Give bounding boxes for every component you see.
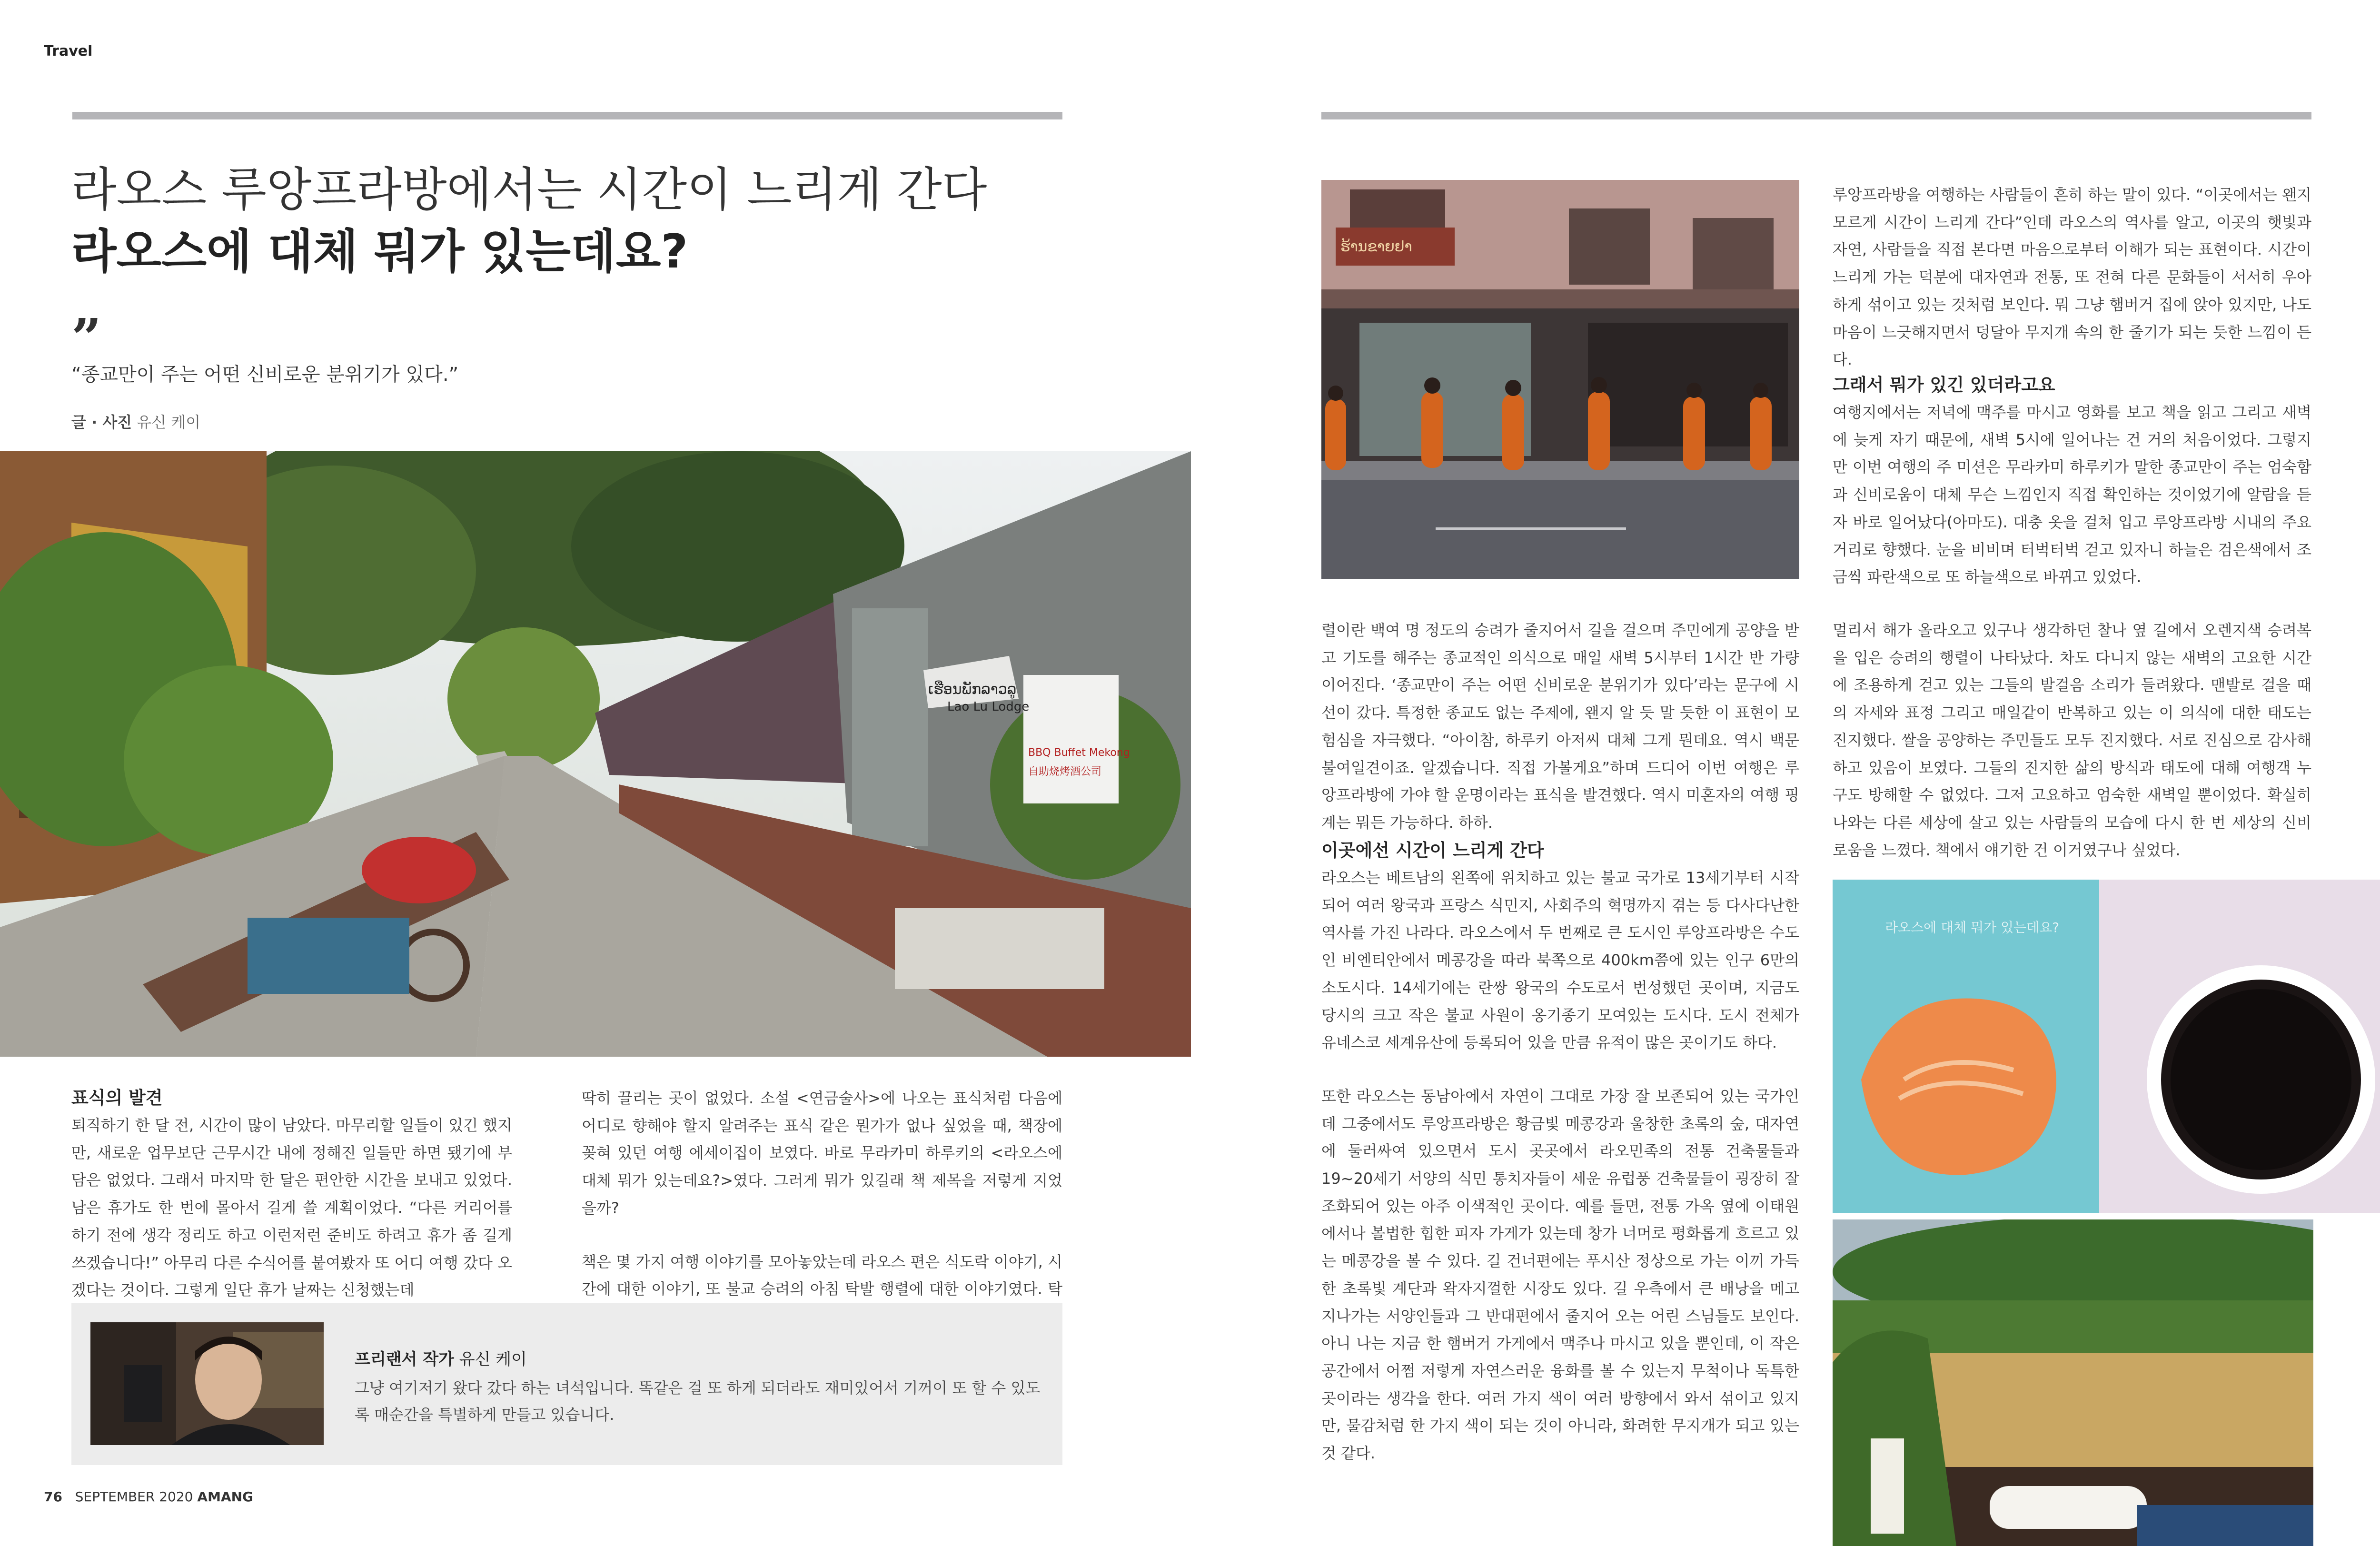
right-col2c-paragraph: 멀리서 해가 올라오고 있구나 생각하던 찰나 옆 길에서 오렌지색 승려복을 입은 승려의 행렬이 나타났다. 차도 다니지 않는 새벽의 고요한 시간에 조용하게 걷고 있는 그들의 발걸음 소리가 들려왔다. 맨발로 걸을 때의 자세와 표정 그리고 매일같이 반복하고 있는 이 의식에 대한 태도는 진지했다. 쌀을 공양하는 주민들도 모두 진지했다. 서로 진심으로 감사해하고 있음이 보였다. 그들의 진지한 삶의 방식과 태도에 대해 여행객 누구도 방해할 수 없었다. 그저 고요하고 엄숙한 새벽일 뿐이었다. 확실히 나와는 다른 세상에 살고 있는 사람들의 모습에 다시 한 번 세상의 신비로움을 느꼈다. 책에서 얘기한 건 이거였구나 싶었다. — [1833, 621, 2311, 859]
left-col1-paragraph: 퇴직하기 한 달 전, 시간이 많이 남았다. 마무리할 일들이 있긴 했지만, 새로운 업무보단 근무시간 내에 정해진 일들만 하면 됐기에 부담은 없었다. 그래서 마지막 한 달은 편안한 시간을 보내고 있었다. 남은 휴가도 한 번에 몰아서 길게 쓸 계획이었다. “다른 커리어를 하기 전에 생각 정리도 하고 이런저런 준비도 하려고 휴가 좀 길게 쓰겠습니다!” 아무리 다른 수식어를 붙여봤자 또 어디 여행 갔다 오겠다는 것이다. 그렇게 일단 휴가 날짜는 신청했는데 — [71, 1116, 512, 1299]
author-bio-title — [355, 1346, 527, 1369]
page-number: 76 — [44, 1489, 62, 1505]
author-bio-text: 그냥 여기저기 왔다 갔다 하는 녀석입니다. 똑같은 걸 또 하게 되더라도 재미있어서 기꺼이 또 할 수 있도록 매순간을 특별하게 만들고 있습니다. — [355, 1379, 1041, 1424]
right-column-1b — [1321, 837, 1799, 1467]
right-column-2a — [1833, 181, 2311, 374]
monks-photo — [1321, 180, 1799, 579]
right-col1a-paragraph: 렬이란 백여 명 정도의 승려가 줄지어서 길을 걸으며 주민에게 공양을 받고 기도를 해주는 종교적인 의식으로 매일 새벽 5시부터 1시간 반 가량 이어진다. ‘종교만이 주는 어떤 신비로운 분위기가 있다’라는 문구에 시선이 갔다. 특정한 종교도 없는 주제에, 왠지 알 듯 말 듯한 이 표현이 모험심을 자극했다. “아이참, 하루키 아저씨 대체 그게 뭔데요. 역시 백문불여일견이죠. 알겠습니다. 직접 가볼게요”하며 드디어 이번 여행은 루앙프라방에 가야 할 운명이라는 표식을 발견했다. 역시 미혼자의 여행 핑계는 뭐든 가능하다. 하하. — [1321, 621, 1799, 832]
right-col1b-paragraph: 라오스는 베트남의 왼쪽에 위치하고 있는 불교 국가로 13세기부터 시작되어 여러 왕국과 프랑스 식민지, 사회주의 혁명까지 겪는 등 다사다난한 역사를 가진 나라다. 라오스에서 두 번째로 큰 도시인 루앙프라방은 수도인 비엔티안에서 메콩강을 따라 북쪽으로 400km쯤에 있는 인구 6만의 소도시다. 14세기에는 란쌍 왕국의 수도로서 번성했던 곳이며, 지금도 당시의 크고 작은 불교 사원이 옹기종기 모여있는 도시다. 도시 전체가 유네스코 세계유산에 등록되어 있을 만큼 유적이 많은 곳이기도 하다. — [1321, 869, 1799, 1052]
right-top-rule — [1321, 112, 2311, 119]
article-title-line1: 라오스 루앙프라방에서는 시간이 느리게 간다 — [71, 163, 987, 217]
left-col2-paragraph: 딱히 끌리는 곳이 없었다. 소설 <연금술사>에 나오는 표식처럼 다음에 어디로 향해야 할지 알려주는 표식 같은 뭔가가 없나 싶었을 때, 책장에 꽂혀 있던 여행 에세이집이 보였다. 바로 무라카미 하루키의 <라오스에 대체 뭐가 있는데요?>였다. 그러게 뭐가 있길래 책 제목을 저렇게 지었을까? — [582, 1089, 1062, 1217]
right-col2a-paragraph: 루앙프라방을 여행하는 사람들이 흔히 하는 말이 있다. “이곳에서는 왠지 모르게 시간이 느리게 간다”인데 라오스의 역사를 알고, 이곳의 햇빛과 자연, 사람들을 직접 본다면 마음으로부터 이해가 되는 표현이다. 시간이 느리게 가는 덕분에 대자연과 전통, 또 전혀 다른 문화들이 서서히 우아하게 섞이고 있는 것처럼 보인다. 뭐 그냥 햄버거 집에 앉아 있지만, 나도 마음이 느긋해지면서 덩달아 무지개 속의 한 줄기가 되는 듯한 느낌이 든다. — [1833, 186, 2311, 369]
pull-quote: “종교만이 주는 어떤 신비로운 분위기가 있다.” — [71, 364, 459, 386]
byline-label: 글 · 사진 — [71, 413, 132, 431]
right-col1b-paragraph: 또한 라오스는 동남아에서 자연이 그대로 가장 잘 보존되어 있는 국가인데 그중에서도 루앙프라방은 황금빛 메콩강과 울창한 초록의 숲, 대자연에 둘러싸여 있으면서 도시 곳곳에서 라오민족의 전통 건축물들과 19~20세기 서양의 식민 통치자들이 세운 유럽풍 건축물들이 굉장히 잘 조화되어 있는 아주 이색적인 곳이다. 예를 들면, 전통 가옥 옆에 이태원에서나 볼법한 힙한 피자 가게가 있는데 창가 너머로 평화롭게 흐르고 있는 메콩강을 볼 수 있다. 길 건너편에는 푸시산 정상으로 가는 이끼 가득한 초록빛 계단과 왁자지껄한 시장도 있다. 길 우측에서 큰 배낭을 메고 지나가는 서양인들과 그 반대편에서 줄지어 오는 어린 스님들도 보인다. 아니 나는 지금 한 햄버거 가게에서 맥주나 마시고 있을 뿐인데, 이 작은 공간에서 어쩜 저렇게 자연스러운 융화를 볼 수 있는지 무척이나 독특한 곳이라는 생각을 한다. 여러 가지 색이 여러 방향에서 와서 섞이고 있지만, 물감처럼 한 가지 색이 되는 것이 아니라, 화려한 무지개가 되고 있는 것 같다. — [1321, 1087, 1799, 1463]
right-col1b-heading: 이곳에선 시간이 느리게 간다 — [1321, 840, 1544, 861]
street-photo — [0, 451, 1191, 1057]
magazine-name: AMANG — [197, 1489, 254, 1505]
author-role: 프리랜서 작가 — [355, 1350, 454, 1369]
author-photo — [90, 1322, 324, 1445]
book-cover-text: 라오스에 대체 뭐가 있는데요? — [1885, 920, 2060, 935]
monks-photo-sign: ຮ້ານຂາຍຢາ — [1340, 238, 1412, 255]
page-folio — [44, 1489, 253, 1505]
left-top-rule — [72, 112, 1062, 119]
issue-date: SEPTEMBER 2020 — [75, 1489, 193, 1505]
left-column-2 — [582, 1085, 1062, 1331]
street-sign-lodge: Lao Lu Lodge — [947, 700, 1030, 714]
left-column-1 — [71, 1084, 512, 1304]
section-tag: Travel — [44, 43, 93, 59]
street-sign-chinese: 自助烧烤酒公司 — [1028, 766, 1102, 778]
article-title-line2: 라오스에 대체 뭐가 있는데요? — [71, 225, 688, 279]
left-col2-paragraph: 책은 몇 가지 여행 이야기를 모아놓았는데 라오스 편은 식도락 이야기, 시간에 대한 이야기, 또 불교 승려의 아침 탁발 행렬에 대한 이야기였다. 탁 — [582, 1252, 1062, 1298]
right-column-1a — [1321, 617, 1799, 837]
coffee-bread-photo — [1833, 880, 2380, 1213]
right-column-2b — [1833, 371, 2311, 591]
right-col2b-paragraph: 여행지에서는 저녁에 맥주를 마시고 영화를 보고 책을 읽고 그리고 새벽에 늦게 자기 때문에, 새벽 5시에 일어나는 건 거의 처음이었다. 그렇지만 이번 여행의 주 미션은 무라카미 하루키가 말한 종교만이 주는 엄숙함과 신비로움이 대체 무슨 느낌인지 직접 확인하는 것이었기에 알람을 듣자 바로 일어났다(아마도). 대충 옷을 걸쳐 입고 루앙프라방 시내의 주요 거리로 향했다. 눈을 비비며 터벅터벅 걷고 있자니 하늘은 검은색에서 조금씩 파란색으로 또 하늘색으로 바뀌고 있었다. — [1833, 403, 2311, 586]
right-col2b-heading: 그래서 뭐가 있긴 있더라고요 — [1833, 375, 2055, 395]
byline-name: 유신 케이 — [137, 413, 201, 431]
river-view-photo — [1833, 1219, 2313, 1546]
quote-icon: ” — [71, 307, 102, 368]
right-column-2c — [1833, 617, 2311, 864]
byline — [71, 410, 200, 432]
street-sign-bbq: BBQ Buffet Mekong — [1028, 747, 1130, 759]
left-col1-heading: 표식의 발견 — [71, 1088, 163, 1108]
author-name: 유신 케이 — [459, 1350, 527, 1369]
street-sign-lao: ເຮືອນພັກລາວລູ — [928, 681, 1017, 698]
